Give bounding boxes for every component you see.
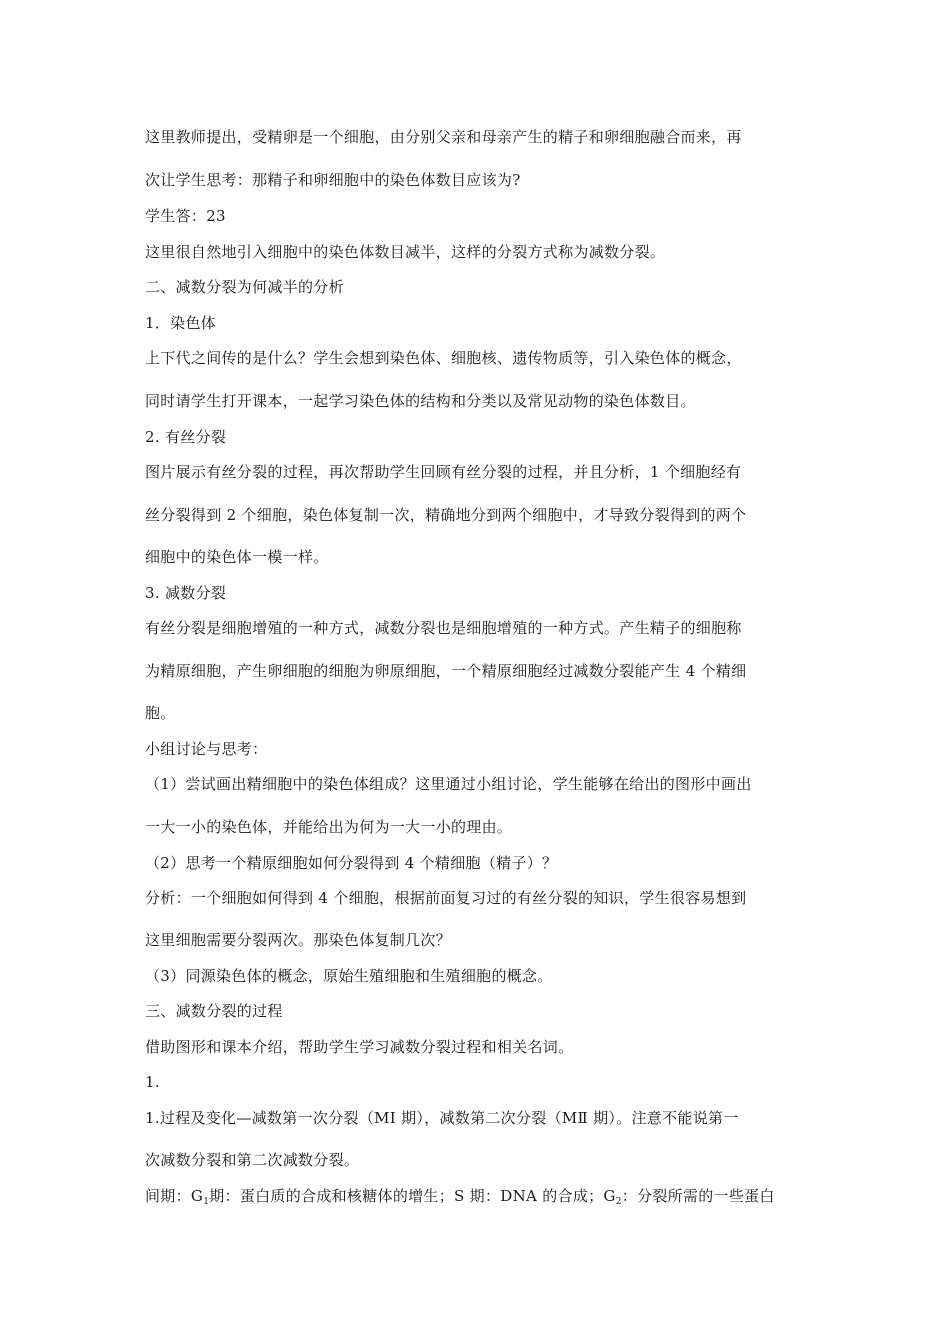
paragraph-line: 这里细胞需要分裂两次。那染色体复制几次？ xyxy=(145,931,452,949)
paragraph-line: 这里很自然地引入细胞中的染色体数目减半，这样的分裂方式称为减数分裂。 xyxy=(145,243,666,261)
subsection-heading: 2. 有丝分裂 xyxy=(145,428,227,446)
paragraph-line: 1.过程及变化—减数第一次分裂（MⅠ 期），减数第二次分裂（MⅡ 期）。注意不能说第一 xyxy=(145,1109,739,1127)
paragraph-line: （2）思考一个精原细胞如何分裂得到 4 个精细胞（精子）？ xyxy=(145,854,558,872)
paragraph-line: 1. xyxy=(145,1073,160,1091)
paragraph-line: 胞。 xyxy=(145,704,176,722)
paragraph-line: 小组讨论与思考： xyxy=(145,740,268,758)
paragraph-line: 有丝分裂是细胞增殖的一种方式，减数分裂也是细胞增殖的一种方式。产生精子的细胞称 xyxy=(145,619,742,637)
paragraph-line: 图片展示有丝分裂的过程，再次帮助学生回顾有丝分裂的过程，并且分析，1 个细胞经有 xyxy=(145,463,742,481)
paragraph-line: 上下代之间传的是什么？学生会想到染色体、细胞核、遗传物质等，引入染色体的概念， xyxy=(145,349,742,367)
subscript: 2 xyxy=(615,1197,622,1207)
paragraph-line: （3）同源染色体的概念，原始生殖细胞和生殖细胞的概念。 xyxy=(145,967,553,985)
paragraph-line: （1）尝试画出精细胞中的染色体组成？这里通过小组讨论，学生能够在给出的图形中画出 xyxy=(145,775,752,793)
paragraph-line: 同时请学生打开课本，一起学习染色体的结构和分类以及常见动物的染色体数目。 xyxy=(145,392,696,410)
paragraph-line: 借助图形和课本介绍，帮助学生学习减数分裂过程和相关名词。 xyxy=(145,1038,574,1056)
paragraph-line: 为精原细胞，产生卵细胞的细胞为卵原细胞，一个精原细胞经过减数分裂能产生 4 个精细 xyxy=(145,662,747,680)
paragraph-line: 这里教师提出，受精卵是一个细胞，由分别父亲和母亲产生的精子和卵细胞融合而来，再 xyxy=(145,128,742,146)
text-run: ：分裂所需的一些蛋白 xyxy=(621,1187,775,1205)
paragraph-line: 丝分裂得到 2 个细胞，染色体复制一次，精确地分到两个细胞中，才导致分裂得到的两个 xyxy=(145,506,747,524)
paragraph-line: 分析：一个细胞如何得到 4 个细胞，根据前面复习过的有丝分裂的知识，学生很容易想到 xyxy=(145,889,747,907)
paragraph-line xyxy=(145,1186,775,1212)
section-heading: 二、减数分裂为何减半的分析 xyxy=(145,278,344,296)
paragraph-line: 次减数分裂和第二次减数分裂。 xyxy=(145,1151,360,1169)
text-run: 间期：G xyxy=(145,1187,204,1205)
subsection-heading: 3. 减数分裂 xyxy=(145,584,227,602)
paragraph-line: 一大一小的染色体，并能给出为何为一大一小的理由。 xyxy=(145,818,513,836)
paragraph-line: 细胞中的染色体一模一样。 xyxy=(145,548,329,566)
subsection-heading: 1．染色体 xyxy=(145,314,217,332)
paragraph-line: 次让学生思考：那精子和卵细胞中的染色体数目应该为? xyxy=(145,171,521,189)
paragraph-line: 学生答：23 xyxy=(145,207,226,225)
text-run: 期：蛋白质的合成和核糖体的增生；S 期：DNA 的合成；G xyxy=(209,1187,616,1205)
section-heading: 三、减数分裂的过程 xyxy=(145,1002,283,1020)
subscript: 1 xyxy=(203,1197,210,1207)
